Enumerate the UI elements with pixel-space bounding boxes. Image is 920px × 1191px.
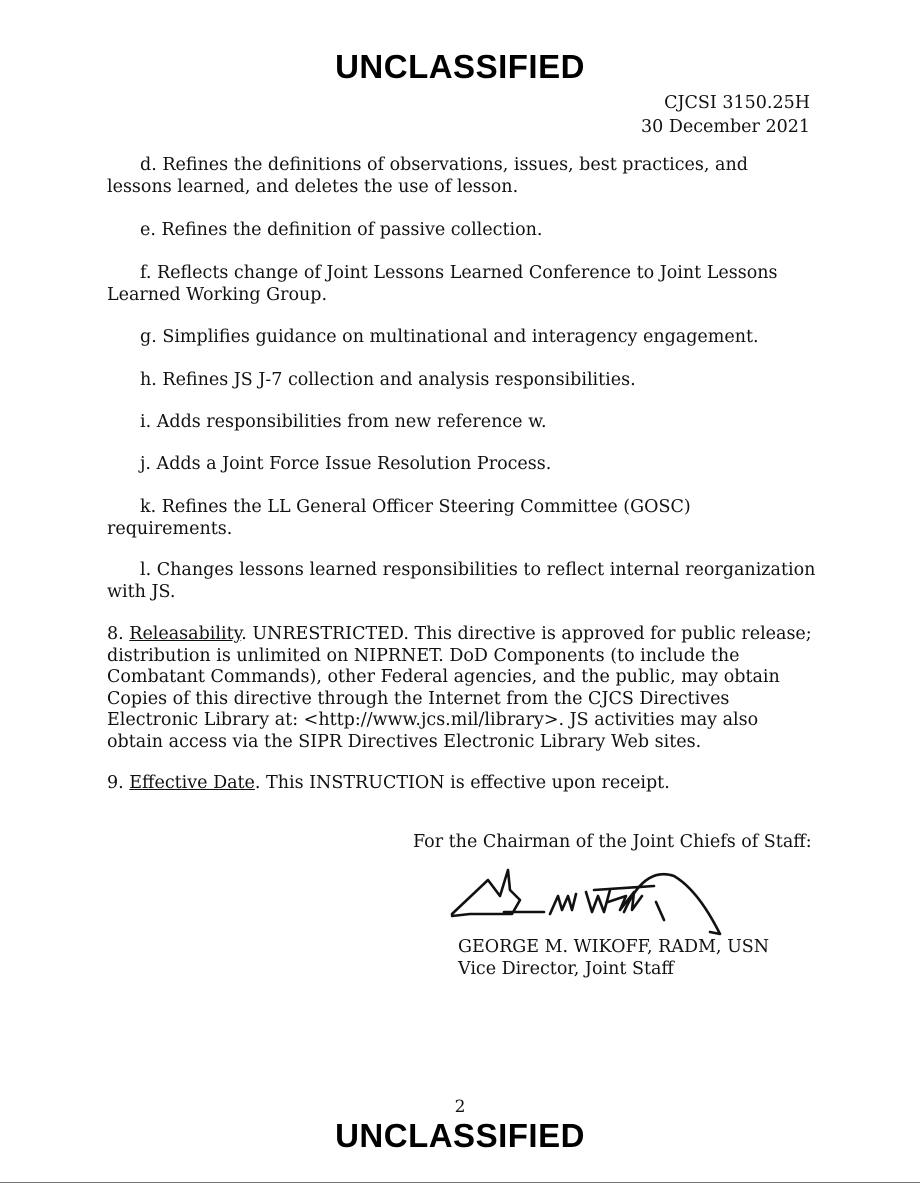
footer-rule <box>0 1182 920 1183</box>
section-9-text: . This INSTRUCTION is effective upon receipt. <box>254 773 670 793</box>
doc-number: CJCSI 3150.25H <box>664 93 810 113</box>
section-8-number: 8. <box>107 624 130 644</box>
section-releasability <box>107 624 817 753</box>
item-i: i. Adds responsibilities from new reference w. <box>140 412 547 432</box>
section-effective-date <box>107 773 817 795</box>
closing-salutation: For the Chairman of the Joint Chiefs of Staff: <box>413 832 812 852</box>
item-g: g. Simplifies guidance on multinational and interagency engagement. <box>140 327 759 347</box>
item-j: j. Adds a Joint Force Issue Resolution Process. <box>140 454 552 474</box>
item-e: e. Refines the definition of passive collection. <box>140 220 543 240</box>
classification-banner-bottom: UNCLASSIFIED <box>335 1117 585 1154</box>
section-8-heading: Releasability <box>129 624 242 644</box>
section-9-number: 9. <box>107 773 130 793</box>
signer-title: Vice Director, Joint Staff <box>458 959 674 979</box>
classification-banner-top: UNCLASSIFIED <box>335 48 585 85</box>
signer-block <box>458 936 769 980</box>
item-h: h. Refines JS J-7 collection and analysis responsibilities. <box>140 370 636 390</box>
signer-name: GEORGE M. WIKOFF, RADM, USN <box>458 937 770 957</box>
page-number: 2 <box>454 1097 466 1117</box>
item-f: f. Reflects change of Joint Lessons Learned Conference to Joint Lessons Learned Working Group. <box>107 263 778 305</box>
document-id-block <box>641 91 810 139</box>
section-8-text: . UNRESTRICTED. This directive is approved for public release; distribution is unlimited on NIPRNET. DoD Components (to include the Combatant Commands), other Federal agencies, and the public, may obtain Copies of this directive through the Internet from the CJCS Directives Electronic Library at: <http://www.jcs.mil/library>. JS activities may also obtain access via the SIPR Directives Electronic Library Web sites. <box>107 624 812 752</box>
item-k: k. Refines the LL General Officer Steering Committee (GOSC) requirements. <box>107 497 691 539</box>
item-d: d. Refines the definitions of observations, issues, best practices, and lessons learned, and deletes the use of lesson. <box>107 155 748 197</box>
signature <box>448 862 728 944</box>
section-9-heading: Effective Date <box>129 773 255 793</box>
doc-date: 30 December 2021 <box>641 117 810 137</box>
item-l: l. Changes lessons learned responsibilities to reflect internal reorganization with JS. <box>107 560 816 602</box>
